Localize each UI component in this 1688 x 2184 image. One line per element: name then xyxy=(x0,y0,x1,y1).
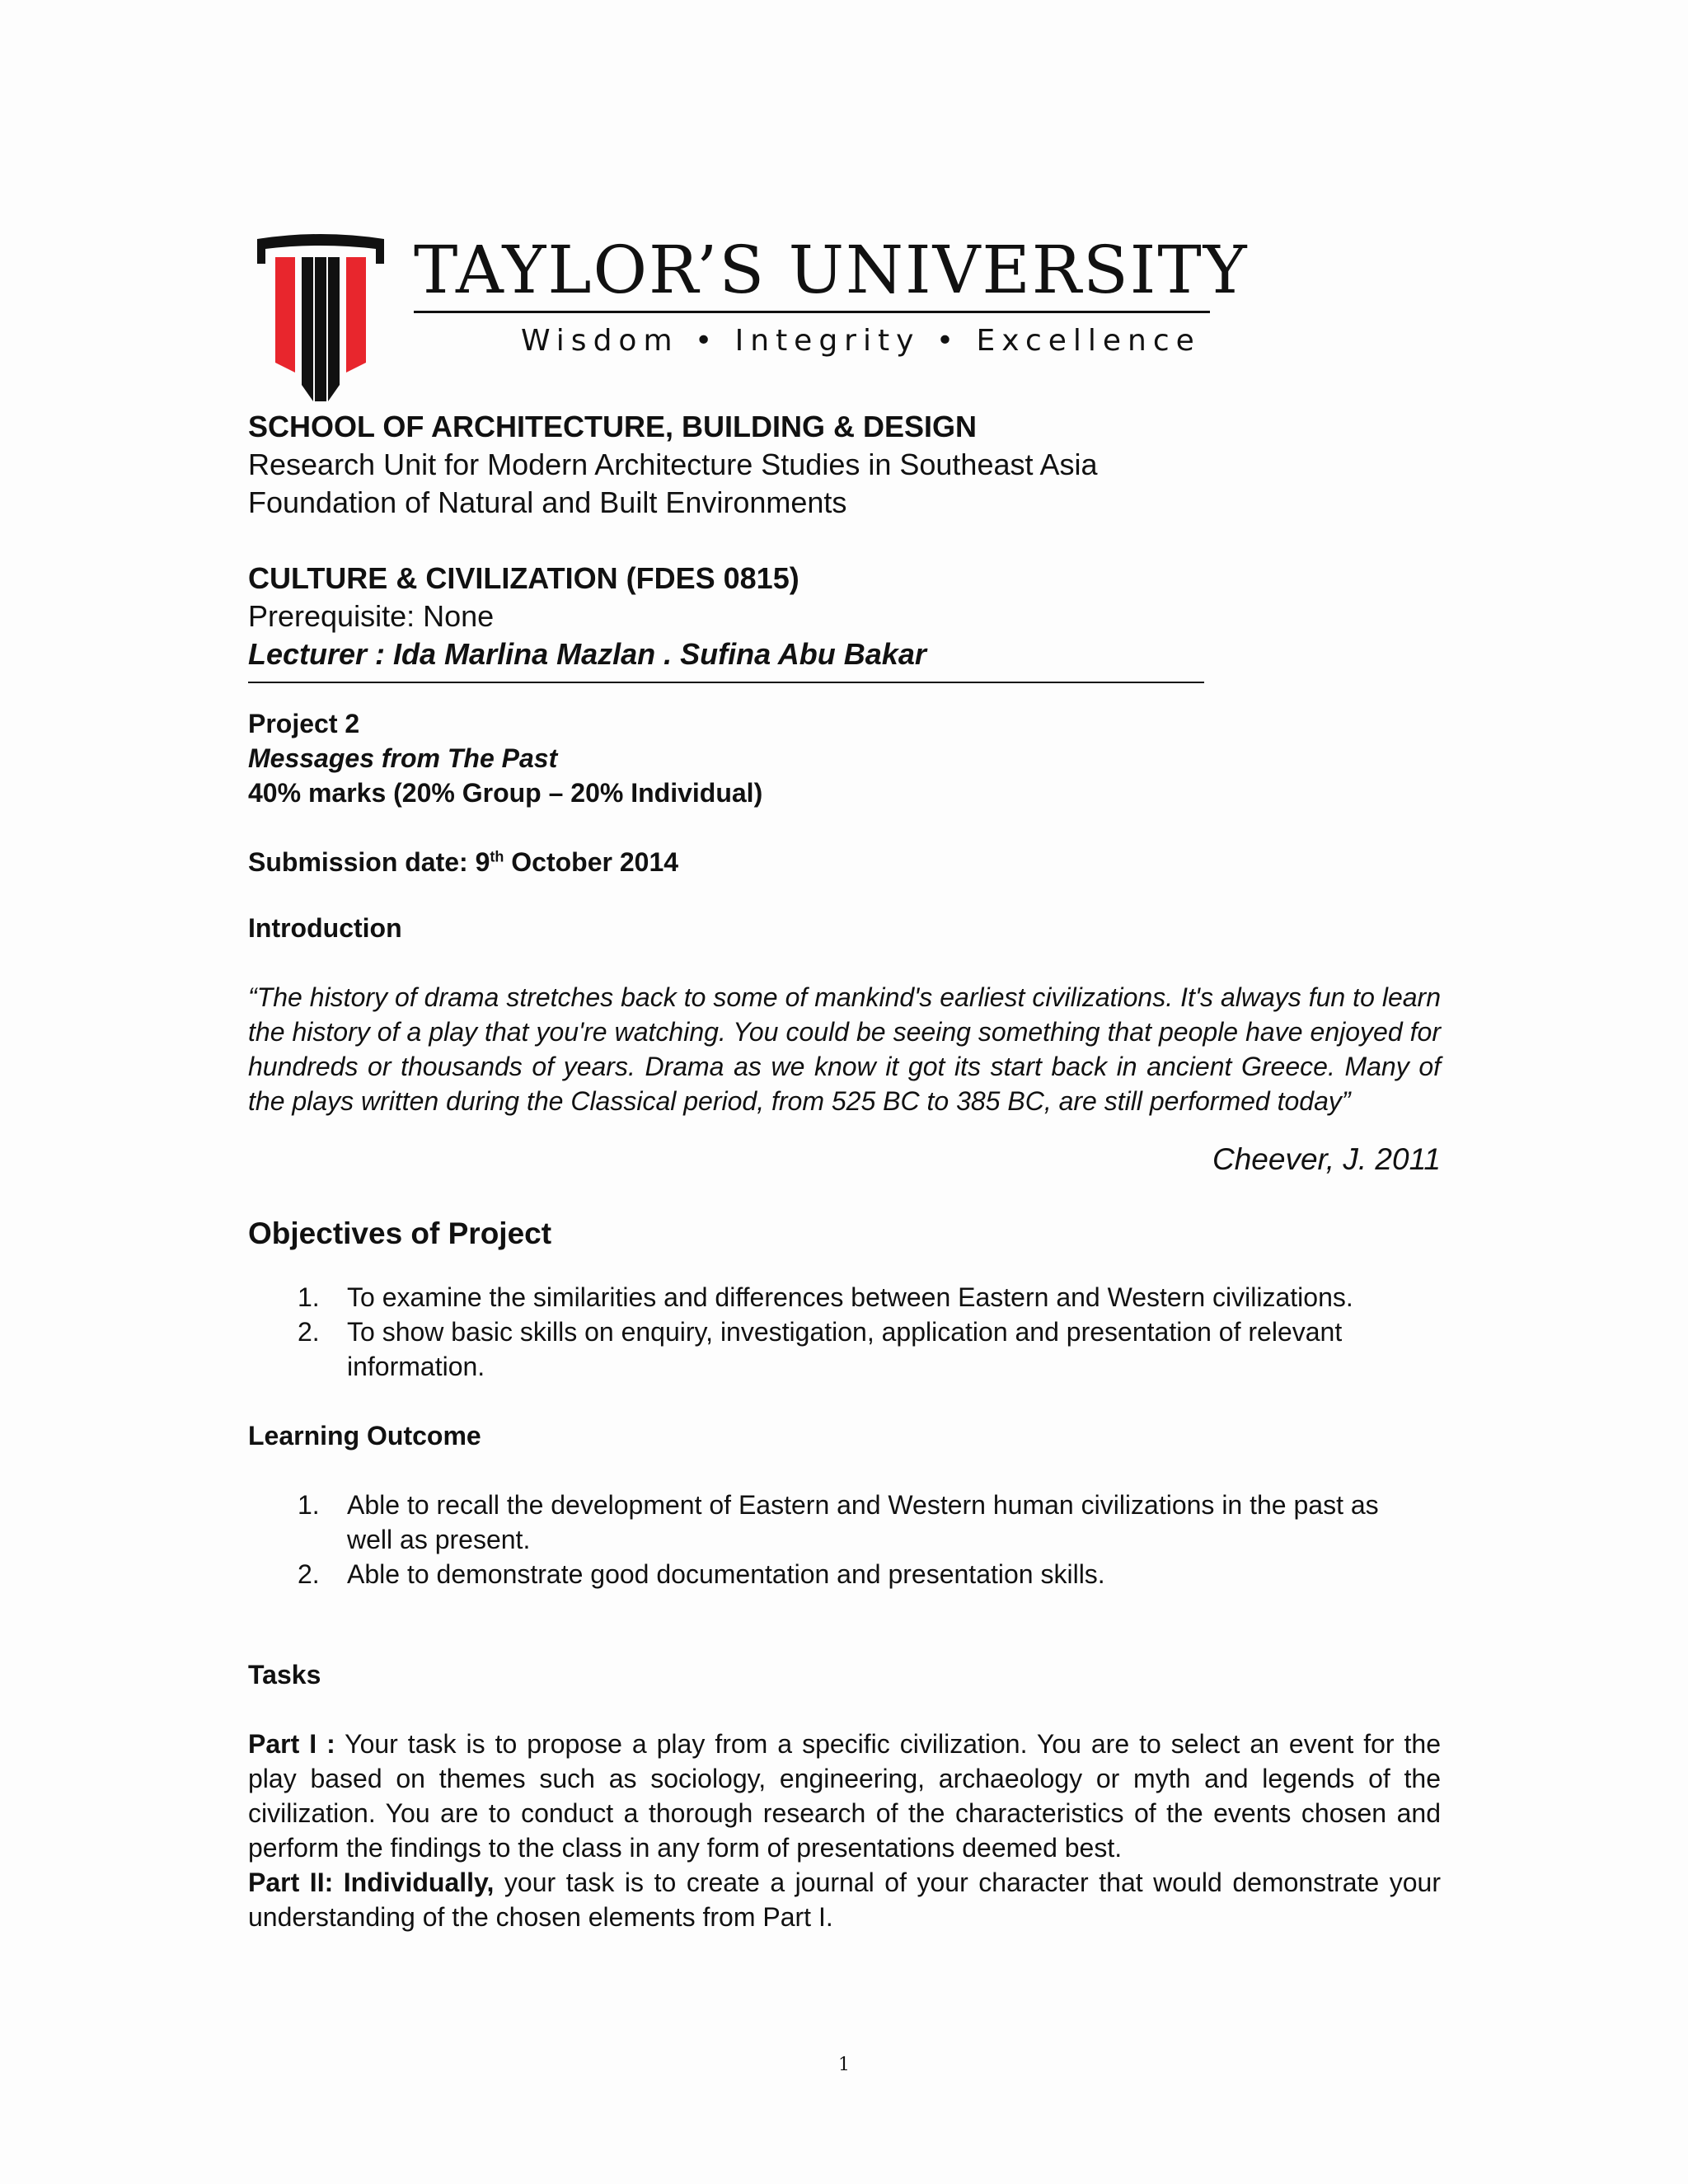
programme-name: Foundation of Natural and Built Environments xyxy=(248,485,847,519)
list-number: 2. xyxy=(298,1559,320,1589)
part-one-label: Part I : xyxy=(248,1729,335,1759)
list-item xyxy=(248,1280,1441,1315)
learning-outcome-heading: Learning Outcome xyxy=(248,1421,481,1451)
list-text: To show basic skills on enquiry, investigation, application and presentation of relevant information. xyxy=(347,1317,1343,1381)
list-item xyxy=(248,1488,1441,1557)
task-part-two xyxy=(248,1865,1441,1934)
introduction-quote: “The history of drama stretches back to some of mankind's earliest civilizations. It's always fun to learn the history of a play that you're watching. You could be seeing something that people have enjoyed for hundreds or thousands of years. Drama as we know it got its start back in ancient Greece. Many of the plays written during the Classical period, from 525 BC to 385 BC, are still performed today” xyxy=(248,982,1441,1116)
university-logo xyxy=(257,232,1249,405)
page-number: 1 xyxy=(838,2055,850,2075)
list-text: Able to demonstrate good documentation and presentation skills. xyxy=(347,1559,1105,1589)
university-name: TAYLOR’S UNIVERSITY xyxy=(414,232,1249,308)
tasks-heading: Tasks xyxy=(248,1660,321,1690)
university-tagline: Wisdom • Integrity • Excellence xyxy=(521,324,1201,358)
document-body xyxy=(248,408,1441,1934)
course-lecturer: Lecturer : Ida Marlina Mazlan . Sufina Abu Bakar xyxy=(248,637,926,671)
course-title: CULTURE & CIVILIZATION (FDES 0815) xyxy=(248,561,799,595)
part-two-text: your task is to create a journal of your character that would demonstrate your understanding of the chosen elements from Part I. xyxy=(248,1868,1442,1932)
objectives-heading: Objectives of Project xyxy=(248,1216,552,1250)
submission-date-prefix: Submission date: 9 xyxy=(248,847,490,877)
logo-divider xyxy=(414,311,1210,313)
part-two-label: Part II: Individually, xyxy=(248,1868,495,1897)
submission-date xyxy=(248,845,1441,879)
project-number: Project 2 xyxy=(248,709,360,738)
research-unit: Research Unit for Modern Architecture Studies in Southeast Asia xyxy=(248,448,1098,481)
course-prerequisite: Prerequisite: None xyxy=(248,599,495,633)
list-item xyxy=(248,1315,1441,1384)
task-part-one xyxy=(248,1727,1441,1865)
learning-outcome-list xyxy=(248,1488,1441,1591)
university-crest-icon xyxy=(257,232,384,401)
list-text: To examine the similarities and differences between Eastern and Western civilizations. xyxy=(347,1282,1353,1312)
school-name: SCHOOL OF ARCHITECTURE, BUILDING & DESIGN xyxy=(248,410,978,443)
project-marks: 40% marks (20% Group – 20% Individual) xyxy=(248,778,763,808)
list-text: Able to recall the development of Eastern and Western human civilizations in the past as well as present. xyxy=(347,1490,1379,1554)
list-number: 1. xyxy=(298,1282,320,1312)
introduction-heading: Introduction xyxy=(248,913,402,943)
list-number: 2. xyxy=(298,1317,320,1347)
objectives-list xyxy=(248,1280,1441,1384)
project-name: Messages from The Past xyxy=(248,743,558,773)
quote-attribution: Cheever, J. 2011 xyxy=(1212,1142,1441,1176)
submission-date-ordinal: th xyxy=(490,848,504,865)
list-item xyxy=(248,1557,1441,1591)
submission-date-suffix: October 2014 xyxy=(504,847,679,877)
part-one-text: Your task is to propose a play from a specific civilization. You are to select an event for the play based on themes such as sociology, engineering, archaeology or myth and legends of the civilization. You are to conduct a thorough research of the characteristics of the events chosen and perform the findings to the class in any form of presentations deemed best. xyxy=(248,1729,1442,1863)
list-number: 1. xyxy=(298,1490,320,1520)
